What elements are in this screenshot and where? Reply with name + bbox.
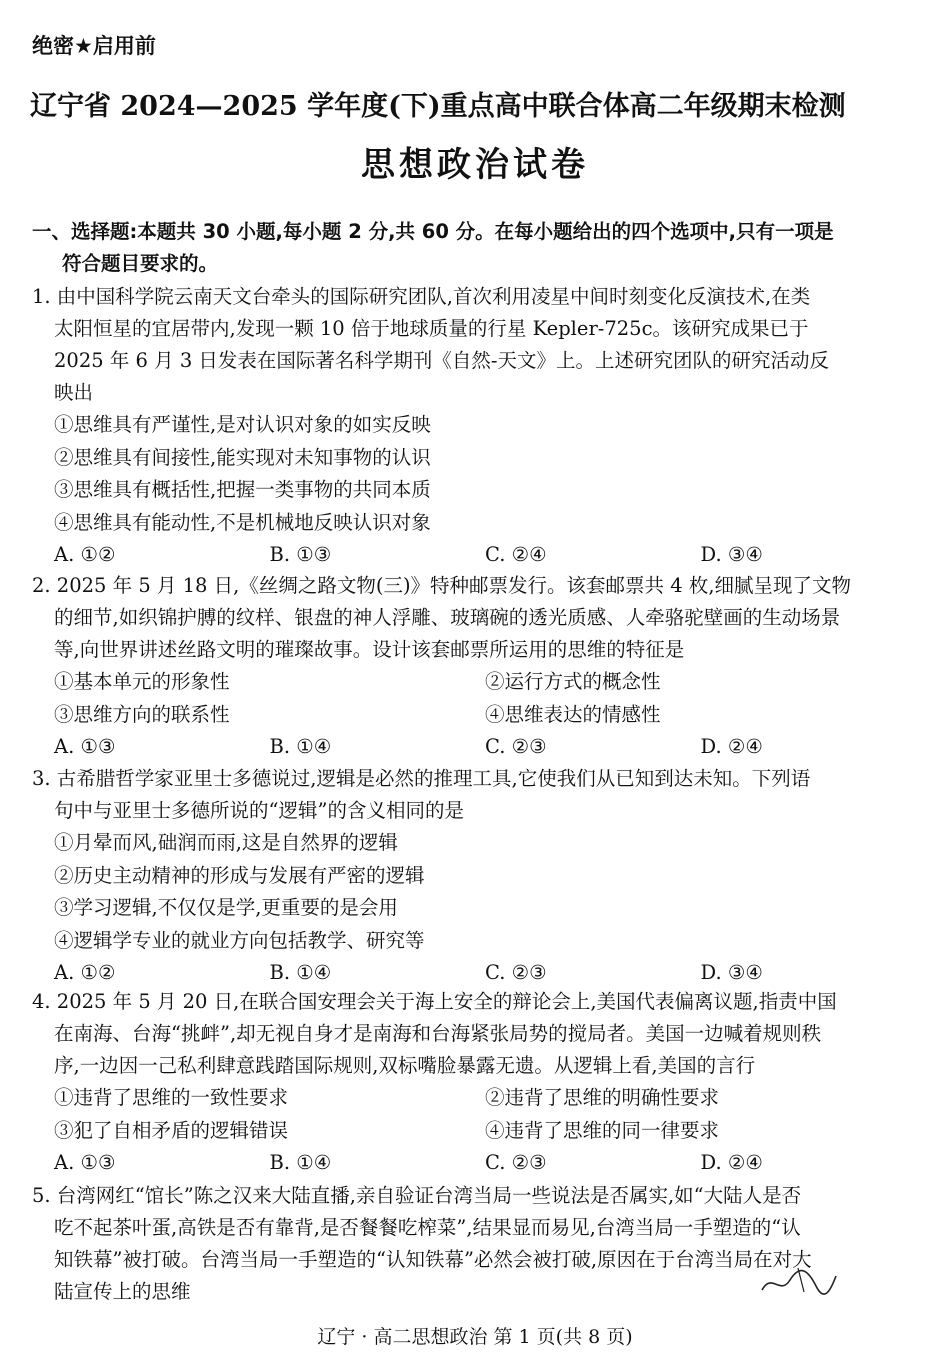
choice-c[interactable]: C. ②③	[485, 735, 547, 758]
statement-item: ②运行方式的概念性	[485, 670, 661, 693]
statement-item: ②思维具有间接性,能实现对未知事物的认识	[54, 445, 431, 469]
statement-item: ③思维方向的联系性	[54, 702, 230, 726]
choice-b[interactable]: B. ①③	[269, 543, 332, 566]
statement-item: ①基本单元的形象性	[54, 670, 230, 693]
stem-line: 1. 由中国科学院云南天文台牵头的国际研究团队,首次利用凌星中间时刻变化反演技术,在类	[32, 285, 811, 308]
section-line: 符合题目要求的。	[62, 252, 219, 275]
question-stem	[32, 986, 916, 1082]
page-footer: 辽宁 · 高二思想政治 第 1 页(共 8 页)	[317, 1326, 633, 1348]
choice-d[interactable]: D. ③④	[700, 543, 763, 566]
stem-line: 句中与亚里士多德所说的“逻辑”的含义相同的是	[54, 799, 464, 822]
choice-b[interactable]: B. ①④	[269, 735, 332, 758]
stem-line: 4. 2025 年 5 月 20 日,在联合国安理会关于海上安全的辩论会上,美国代表偏离议题,指责中国	[32, 990, 837, 1013]
question-4	[32, 986, 916, 1180]
question-stem	[32, 570, 916, 666]
stem-line: 等,向世界讲述丝路文明的璀璨故事。设计该套邮票所运用的思维的特征是	[54, 638, 685, 661]
statement-row	[32, 699, 916, 732]
choice-a[interactable]: A. ①②	[54, 961, 116, 984]
choice-c[interactable]: C. ②④	[485, 543, 547, 566]
question-stem	[32, 763, 916, 827]
subject-title: 思想政治试卷	[361, 145, 589, 185]
question-2	[32, 570, 916, 764]
statement-item: ③犯了自相矛盾的逻辑错误	[54, 1118, 289, 1142]
stem-line: 2025 年 6 月 3 日发表在国际著名科学期刊《自然-天文》上。上述研究团队的研究活动反	[54, 349, 830, 372]
choice-a[interactable]: A. ①③	[54, 1151, 116, 1174]
statement-row	[32, 666, 916, 699]
stem-line: 5. 台湾网红“馆长”陈之汉来大陆直播,亲自验证台湾当局一些说法是否属实,如“大陆人是否	[32, 1184, 802, 1207]
choice-a[interactable]: A. ①②	[54, 543, 116, 566]
choice-c[interactable]: C. ②③	[485, 1151, 547, 1174]
question-1	[32, 281, 916, 572]
statement-item: ④思维表达的情感性	[485, 702, 661, 726]
statement-item: ④思维具有能动性,不是机械地反映认识对象	[54, 510, 431, 534]
choice-b[interactable]: B. ①④	[269, 1151, 332, 1174]
question-stem	[32, 281, 916, 409]
statement-row	[32, 1115, 916, 1148]
statement-item: ④逻辑学专业的就业方向包括教学、研究等	[54, 928, 425, 952]
exam-title: 辽宁省 2024—2025 学年度(下)重点高中联合体高二年级期末检测	[30, 91, 846, 122]
stem-line: 2. 2025 年 5 月 18 日,《丝绸之路文物(三)》特种邮票发行。该套邮票共 4 枚,细腻呈现了文物	[32, 574, 852, 597]
choice-c[interactable]: C. ②③	[485, 961, 547, 984]
question-3	[32, 763, 916, 990]
statement-item: ②违背了思维的明确性要求	[485, 1086, 720, 1109]
choice-d[interactable]: D. ②④	[700, 735, 763, 758]
stem-line: 太阳恒星的宜居带内,发现一颗 10 倍于地球质量的行星 Kepler-725c。该研究成果已于	[54, 317, 809, 340]
choice-b[interactable]: B. ①④	[269, 961, 332, 984]
choice-d[interactable]: D. ③④	[700, 961, 763, 984]
statement-item: ①违背了思维的一致性要求	[54, 1086, 289, 1109]
statement-item: ③思维具有概括性,把握一类事物的共同本质	[54, 478, 431, 501]
stem-line: 的细节,如织锦护膊的纹样、银盘的神人浮雕、玻璃碗的透光质感、人牵骆驼壁画的生动场景	[54, 606, 841, 629]
choice-d[interactable]: D. ②④	[700, 1151, 763, 1174]
answer-choices	[32, 957, 916, 990]
statement-row	[32, 1082, 916, 1115]
statement-item: ①月晕而风,础润而雨,这是自然界的逻辑	[54, 831, 398, 854]
answer-choices	[32, 1147, 916, 1180]
stem-line: 知铁幕”被打破。台湾当局一手塑造的“认知铁幕”必然会被打破,原因在于台湾当局在对大	[54, 1248, 812, 1271]
statement-item: ①思维具有严谨性,是对认识对象的如实反映	[54, 413, 431, 436]
stem-line: 陆宣传上的思维	[54, 1280, 191, 1303]
section-line: 一、选择题:本题共 30 小题,每小题 2 分,共 60 分。在每小题给出的四个选项中,只有一项是	[32, 220, 834, 243]
handwritten-mark-icon	[758, 1262, 838, 1300]
statement-item: ④违背了思维的同一律要求	[485, 1118, 720, 1142]
answer-choices	[32, 731, 916, 764]
stem-line: 吃不起茶叶蛋,高铁是否有靠背,是否餐餐吃榨菜”,结果显而易见,台湾当局一手塑造的“认	[54, 1216, 801, 1239]
choice-a[interactable]: A. ①③	[54, 735, 116, 758]
stem-line: 3. 古希腊哲学家亚里士多德说过,逻辑是必然的推理工具,它使我们从已知到达未知。下列语	[32, 767, 811, 790]
statement-item: ③学习逻辑,不仅仅是学,更重要的是会用	[54, 896, 398, 919]
confidential-label: 绝密★启用前	[32, 34, 156, 58]
answer-choices	[32, 539, 916, 572]
section-instructions	[32, 216, 916, 280]
stem-line: 序,一边因一己私利肆意践踏国际规则,双标嘴脸暴露无遗。从逻辑上看,美国的言行	[54, 1054, 756, 1077]
stem-line: 在南海、台海“挑衅”,却无视自身才是南海和台海紧张局势的搅局者。美国一边喊着规则秩	[54, 1022, 822, 1045]
statement-item: ②历史主动精神的形成与发展有严密的逻辑	[54, 863, 425, 887]
stem-line: 映出	[54, 381, 94, 404]
